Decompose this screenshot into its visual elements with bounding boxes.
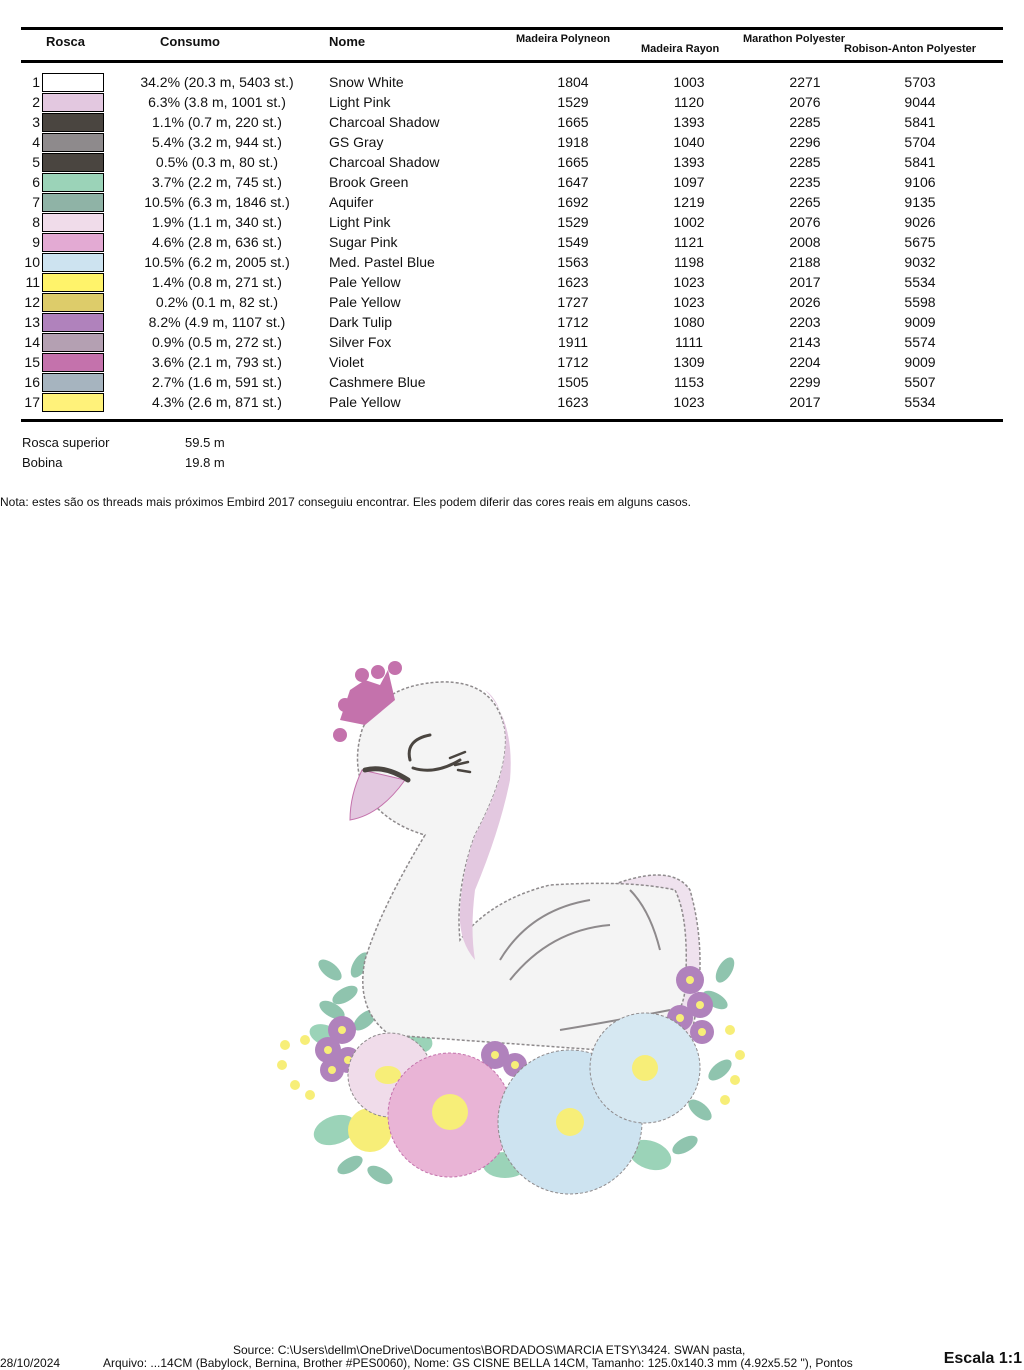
robison-anton-cell: 5841 [904, 154, 936, 170]
madeira-polyneon-cell: 1647 [557, 174, 589, 190]
color-swatch [42, 253, 104, 272]
madeira-polyneon-cell: 1623 [557, 394, 589, 410]
robison-anton-cell: 9009 [904, 314, 936, 330]
table-row [0, 352, 1024, 372]
color-swatch [42, 93, 104, 112]
consumption-cell: 3.6% (2.1 m, 793 st.) [152, 354, 282, 370]
header-consumo: Consumo [160, 34, 220, 49]
madeira-rayon-cell: 1121 [673, 234, 705, 250]
madeira-polyneon-cell: 1712 [557, 354, 589, 370]
table-row [0, 232, 1024, 252]
madeira-rayon-cell: 1219 [673, 194, 705, 210]
color-swatch [42, 133, 104, 152]
consumption-cell: 1.1% (0.7 m, 220 st.) [152, 114, 282, 130]
consumption-cell: 0.9% (0.5 m, 272 st.) [152, 334, 282, 350]
madeira-rayon-cell: 1003 [673, 74, 705, 90]
scale-label: Escala 1:1 [943, 1350, 1022, 1367]
consumption-cell: 4.3% (2.6 m, 871 st.) [152, 394, 282, 410]
color-swatch [42, 193, 104, 212]
thread-name-cell: Brook Green [329, 174, 409, 190]
pink-flower [388, 1053, 512, 1177]
robison-anton-cell: 5574 [904, 334, 936, 350]
thread-name-cell: Light Pink [329, 94, 391, 110]
table-row [0, 312, 1024, 332]
madeira-rayon-cell: 1120 [673, 94, 705, 110]
marathon-polyester-cell: 2265 [789, 194, 821, 210]
thread-name-cell: Med. Pastel Blue [329, 254, 435, 270]
consumption-cell: 0.2% (0.1 m, 82 st.) [155, 294, 279, 310]
robison-anton-cell: 5675 [904, 234, 936, 250]
madeira-rayon-cell: 1023 [673, 394, 705, 410]
madeira-polyneon-cell: 1563 [557, 254, 589, 270]
table-row [0, 152, 1024, 172]
thread-name-cell: Charcoal Shadow [329, 154, 440, 170]
consumption-cell: 34.2% (20.3 m, 5403 st.) [140, 74, 294, 90]
footer-file-info: Arquivo: ...14CM (Babylock, Bernina, Brother #PES0060), Nome: GS CISNE BELLA 14CM, Tamanho: 125.0x140.3 mm (4.92x5.52 "), Pontos [103, 1356, 853, 1370]
bobina-label: Bobina [22, 455, 63, 470]
consumption-cell: 6.3% (3.8 m, 1001 st.) [148, 94, 286, 110]
robison-anton-cell: 9135 [904, 194, 936, 210]
thread-name-cell: Aquifer [329, 194, 374, 210]
robison-anton-cell: 9032 [904, 254, 936, 270]
color-swatch [42, 153, 104, 172]
table-row [0, 372, 1024, 392]
table-header-rule [21, 60, 1003, 63]
color-swatch [42, 333, 104, 352]
consumption-cell: 1.9% (1.1 m, 340 st.) [152, 214, 282, 230]
madeira-polyneon-cell: 1804 [557, 74, 589, 90]
swan-body [358, 682, 687, 1050]
consumption-cell: 10.5% (6.2 m, 2005 st.) [144, 254, 290, 270]
color-swatch [42, 393, 104, 412]
row-number: 9 [32, 234, 40, 250]
madeira-polyneon-cell: 1727 [557, 294, 589, 310]
marathon-polyester-cell: 2299 [789, 374, 821, 390]
thread-name-cell: Cashmere Blue [329, 374, 426, 390]
madeira-polyneon-cell: 1918 [557, 134, 589, 150]
marathon-polyester-cell: 2076 [789, 214, 821, 230]
header-robison-anton-polyester: Robison-Anton Polyester [844, 43, 977, 55]
color-swatch [42, 173, 104, 192]
table-row [0, 72, 1024, 92]
header-madeira-polyneon: Madeira Polyneon [516, 33, 611, 45]
madeira-polyneon-cell: 1665 [557, 154, 589, 170]
robison-anton-cell: 9106 [904, 174, 936, 190]
marathon-polyester-cell: 2296 [789, 134, 821, 150]
table-row [0, 92, 1024, 112]
header-marathon-polyester: Marathon Polyester [743, 33, 846, 45]
robison-anton-cell: 9044 [904, 94, 936, 110]
thread-name-cell: Violet [329, 354, 364, 370]
row-number: 17 [24, 394, 40, 410]
marathon-polyester-cell: 2285 [789, 114, 821, 130]
madeira-rayon-cell: 1198 [673, 254, 705, 270]
madeira-rayon-cell: 1309 [673, 354, 705, 370]
consumption-cell: 5.4% (3.2 m, 944 st.) [152, 134, 282, 150]
marathon-polyester-cell: 2017 [789, 394, 821, 410]
table-top-rule [21, 27, 1003, 30]
madeira-polyneon-cell: 1712 [557, 314, 589, 330]
row-number: 6 [32, 174, 40, 190]
row-number: 2 [32, 94, 40, 110]
blue-flower-right [590, 1013, 700, 1123]
marathon-polyester-cell: 2285 [789, 154, 821, 170]
robison-anton-cell: 9009 [904, 354, 936, 370]
robison-anton-cell: 5598 [904, 294, 936, 310]
madeira-rayon-cell: 1393 [673, 154, 705, 170]
robison-anton-cell: 9026 [904, 214, 936, 230]
table-row [0, 332, 1024, 352]
table-row [0, 272, 1024, 292]
robison-anton-cell: 5703 [904, 74, 936, 90]
consumption-cell: 4.6% (2.8 m, 636 st.) [152, 234, 282, 250]
madeira-polyneon-cell: 1505 [557, 374, 589, 390]
robison-anton-cell: 5534 [904, 274, 936, 290]
consumption-cell: 10.5% (6.3 m, 1846 st.) [144, 194, 290, 210]
robison-anton-cell: 5704 [904, 134, 936, 150]
row-number: 14 [24, 334, 40, 350]
madeira-rayon-cell: 1393 [673, 114, 705, 130]
madeira-rayon-cell: 1097 [673, 174, 705, 190]
color-swatch [42, 113, 104, 132]
table-row [0, 392, 1024, 412]
consumption-cell: 0.5% (0.3 m, 80 st.) [155, 154, 279, 170]
row-number: 4 [32, 134, 40, 150]
marathon-polyester-cell: 2143 [789, 334, 821, 350]
thread-name-cell: Pale Yellow [329, 274, 401, 290]
color-swatch [42, 313, 104, 332]
color-swatch [42, 373, 104, 392]
robison-anton-cell: 5507 [904, 374, 936, 390]
madeira-rayon-cell: 1023 [673, 294, 705, 310]
madeira-polyneon-cell: 1692 [557, 194, 589, 210]
footer-source: Source: C:\Users\dellm\OneDrive\Documentos\BORDADOS\MARCIA ETSY\3424. SWAN pasta, [233, 1343, 746, 1357]
row-number: 5 [32, 154, 40, 170]
thread-name-cell: Snow White [329, 74, 404, 90]
row-number: 16 [24, 374, 40, 390]
consumption-cell: 3.7% (2.2 m, 745 st.) [152, 174, 282, 190]
row-number: 12 [24, 294, 40, 310]
header-rosca: Rosca [46, 34, 86, 49]
color-swatch [42, 293, 104, 312]
madeira-polyneon-cell: 1911 [557, 334, 589, 350]
rosca-superior-label: Rosca superior [22, 435, 110, 450]
marathon-polyester-cell: 2017 [789, 274, 821, 290]
row-number: 10 [24, 254, 40, 270]
row-number: 1 [32, 74, 40, 90]
table-bottom-rule [21, 419, 1003, 422]
footer-date: 28/10/2024 [0, 1356, 61, 1370]
bobina-value: 19.8 m [185, 455, 225, 470]
table-row [0, 172, 1024, 192]
robison-anton-cell: 5841 [904, 114, 936, 130]
table-row [0, 112, 1024, 132]
table-row [0, 252, 1024, 272]
row-number: 3 [32, 114, 40, 130]
thread-name-cell: Charcoal Shadow [329, 114, 440, 130]
madeira-rayon-cell: 1111 [674, 334, 704, 350]
thread-name-cell: Silver Fox [329, 334, 392, 350]
robison-anton-cell: 5534 [904, 394, 936, 410]
madeira-polyneon-cell: 1623 [557, 274, 589, 290]
rosca-superior-value: 59.5 m [185, 435, 225, 450]
marathon-polyester-cell: 2235 [789, 174, 821, 190]
row-number: 11 [25, 274, 40, 290]
madeira-rayon-cell: 1153 [673, 374, 705, 390]
madeira-polyneon-cell: 1529 [557, 214, 589, 230]
row-number: 7 [32, 194, 40, 210]
marathon-polyester-cell: 2203 [789, 314, 821, 330]
consumption-cell: 8.2% (4.9 m, 1107 st.) [148, 314, 286, 330]
row-number: 13 [24, 314, 40, 330]
header-nome: Nome [329, 34, 366, 49]
madeira-rayon-cell: 1002 [673, 214, 705, 230]
marathon-polyester-cell: 2204 [789, 354, 821, 370]
thread-name-cell: Dark Tulip [329, 314, 393, 330]
thread-name-cell: Pale Yellow [329, 294, 401, 310]
madeira-polyneon-cell: 1529 [557, 94, 589, 110]
consumption-cell: 2.7% (1.6 m, 591 st.) [152, 374, 282, 390]
thread-name-cell: GS Gray [329, 134, 384, 150]
table-row [0, 292, 1024, 312]
color-swatch [42, 73, 104, 92]
thread-name-cell: Pale Yellow [329, 394, 401, 410]
color-swatch [42, 273, 104, 292]
row-number: 8 [32, 214, 40, 230]
color-swatch [42, 353, 104, 372]
marathon-polyester-cell: 2008 [789, 234, 821, 250]
header-madeira-rayon: Madeira Rayon [641, 43, 720, 55]
color-swatch [42, 233, 104, 252]
marathon-polyester-cell: 2026 [789, 294, 821, 310]
table-row [0, 132, 1024, 152]
thread-name-cell: Sugar Pink [329, 234, 398, 250]
swan-embroidery-image [270, 660, 750, 1200]
color-swatch [42, 213, 104, 232]
madeira-rayon-cell: 1080 [673, 314, 705, 330]
thread-name-cell: Light Pink [329, 214, 391, 230]
note-text: Nota: estes são os threads mais próximos Embird 2017 conseguiu encontrar. Eles podem diferir das cores reais em alguns casos. [0, 495, 692, 509]
madeira-rayon-cell: 1023 [673, 274, 705, 290]
madeira-polyneon-cell: 1549 [557, 234, 589, 250]
marathon-polyester-cell: 2076 [789, 94, 821, 110]
madeira-rayon-cell: 1040 [673, 134, 705, 150]
marathon-polyester-cell: 2271 [789, 74, 821, 90]
row-number: 15 [24, 354, 40, 370]
marathon-polyester-cell: 2188 [789, 254, 821, 270]
consumption-cell: 1.4% (0.8 m, 271 st.) [152, 274, 282, 290]
madeira-polyneon-cell: 1665 [557, 114, 589, 130]
table-row [0, 192, 1024, 212]
table-row [0, 212, 1024, 232]
